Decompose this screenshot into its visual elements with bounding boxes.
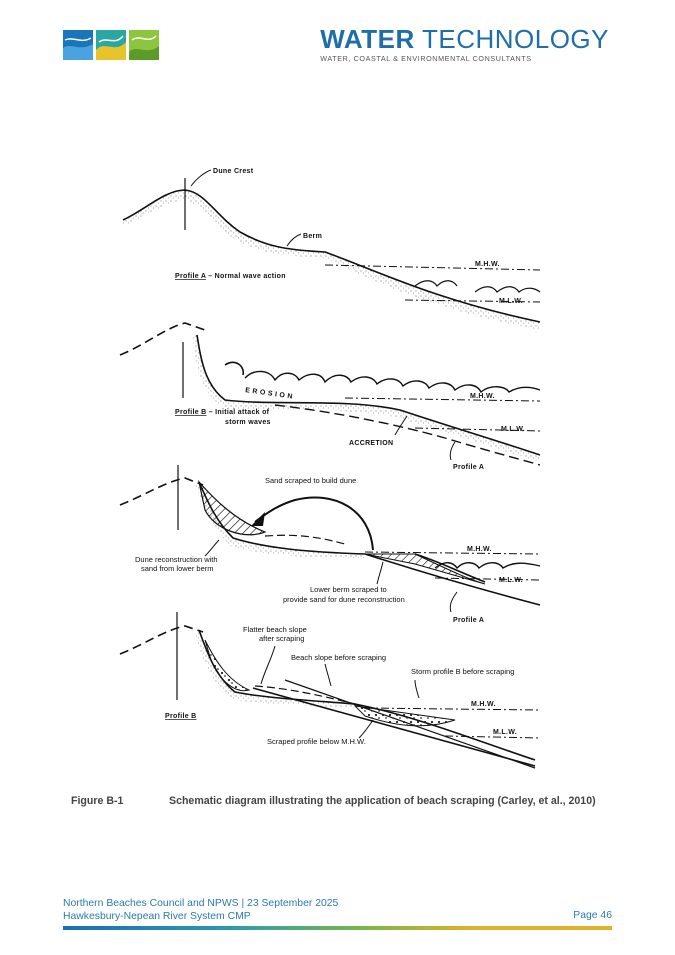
mlw-label-a: M.L.W. bbox=[499, 298, 523, 305]
figure-caption-text: Schematic diagram illustrating the application of beach scraping (Carley, et al., 2010) bbox=[169, 795, 596, 807]
profile-b-desc: storm waves bbox=[225, 419, 271, 426]
mhw-label-b: M.H.W. bbox=[470, 393, 495, 400]
profile-b-label: Profile B – Initial attack of bbox=[175, 409, 270, 416]
erosion-label: E R O S I O N bbox=[244, 387, 294, 401]
brand-block bbox=[320, 26, 609, 63]
brand-tagline: WATER, COASTAL & ENVIRONMENTAL CONSULTANTS bbox=[320, 54, 532, 63]
flatter-label-1: Flatter beach slope bbox=[243, 625, 307, 634]
profile-a-panel bbox=[123, 168, 540, 330]
dune-recon-label-1: Dune reconstruction with bbox=[135, 555, 218, 564]
berm-label: Berm bbox=[303, 233, 323, 240]
mhw-label-a: M.H.W. bbox=[475, 261, 500, 268]
figure-number: Figure B-1 bbox=[71, 795, 124, 807]
mlw-label-d: M.L.W. bbox=[493, 729, 517, 736]
mlw-label-b: M.L.W. bbox=[501, 426, 525, 433]
after-scraping-panel bbox=[120, 612, 540, 768]
sand-scraped-label: Sand scraped to build dune bbox=[265, 476, 357, 485]
storm-profile-label: Storm profile B before scraping bbox=[411, 667, 515, 676]
profile-a-ref-b: Profile A bbox=[453, 464, 485, 471]
lower-berm-label-2: provide sand for dune reconstruction bbox=[283, 595, 405, 604]
profile-a-label: Profile A – Normal wave action bbox=[175, 273, 286, 280]
mhw-label-c: M.H.W. bbox=[467, 546, 492, 553]
profile-b-label-d: Profile B bbox=[165, 713, 197, 720]
dune-crest-label: Dune Crest bbox=[213, 168, 254, 175]
footer-line-2: Hawkesbury-Nepean River System CMP bbox=[63, 910, 251, 922]
brand-name: WATER TECHNOLOGY bbox=[320, 24, 609, 54]
scraped-profile-label: Scraped profile below M.H.W. bbox=[267, 737, 366, 746]
profile-b-panel bbox=[120, 323, 540, 471]
footer-line-1: Northern Beaches Council and NPWS | 23 September 2025 bbox=[63, 898, 339, 909]
beach-slope-label: Beach slope before scraping bbox=[291, 653, 387, 662]
profile-a-ref-c: Profile A bbox=[453, 617, 485, 624]
footer-color-bar bbox=[63, 926, 612, 930]
reconstruction-panel bbox=[120, 465, 540, 624]
dune-recon-label-2: sand from lower berm bbox=[141, 564, 214, 573]
page-number: Page 46 bbox=[573, 910, 612, 921]
figure-caption bbox=[71, 795, 596, 807]
company-logo-icon bbox=[63, 30, 159, 60]
footer bbox=[63, 898, 338, 923]
mlw-label-c: M.L.W. bbox=[499, 577, 523, 584]
beach-scraping-diagram bbox=[115, 160, 550, 772]
accretion-label: ACCRETION bbox=[349, 440, 394, 447]
lower-berm-label-1: Lower berm scraped to bbox=[310, 585, 387, 594]
flatter-label-2: after scraping bbox=[259, 634, 305, 643]
mhw-label-d: M.H.W. bbox=[471, 701, 496, 708]
